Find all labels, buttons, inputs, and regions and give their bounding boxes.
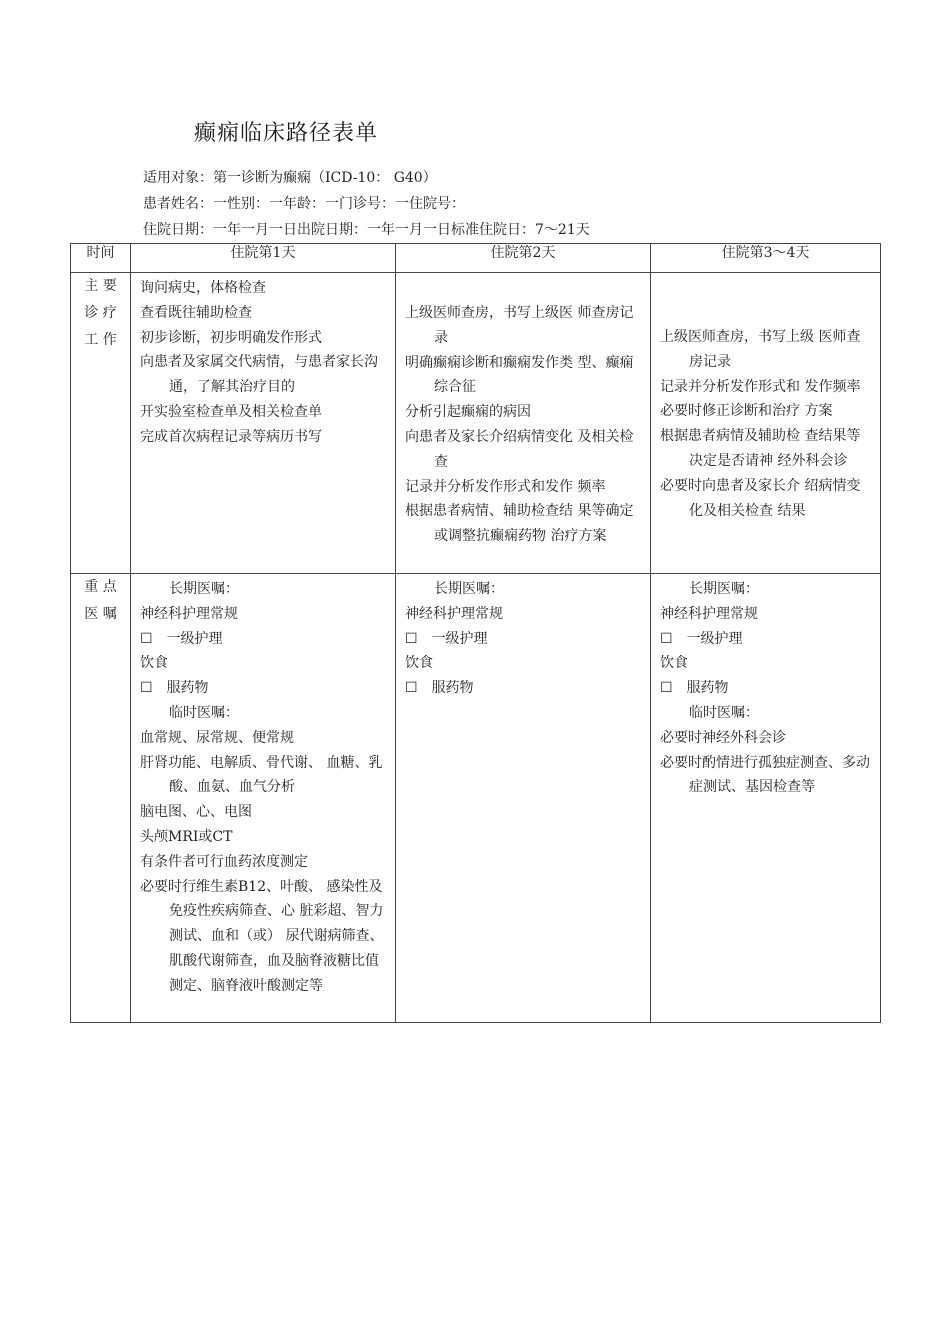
checkbox-item xyxy=(140,676,389,701)
row-label-part: 重 点 xyxy=(84,579,117,595)
list-item: 初步诊断，初步明确发作形式 xyxy=(140,329,322,346)
applicable-object-line: 适用对象：第一诊断为癫痫（ICD-10： G40） xyxy=(143,170,437,186)
list-item: 完成首次病程记录等病历书写 xyxy=(140,428,322,445)
list-item: 必要时向患者及家长介 绍病情变化及相关检查 结果 xyxy=(660,477,861,519)
checkbox-label: 服药物 xyxy=(431,680,474,697)
row-label-main-work xyxy=(71,273,131,574)
table-header-row xyxy=(71,244,881,273)
list-item: 必要时行维生素B12、叶酸、 感染性及免疫性疾病筛查、心 脏彩超、智力测试、血和（或） 尿代谢病筛查、肌酸代谢筛查，血及脑脊液糖比值测定、脑脊液叶酸测定等 xyxy=(140,878,384,994)
cell-day1-work xyxy=(131,273,396,574)
header-day-3-4: 住院第3〜4天 xyxy=(651,244,881,273)
list-item: 根据患者病情及辅助检 查结果等决定是否请神 经外科会诊 xyxy=(660,428,861,469)
list-item: 头颅MRI或CT xyxy=(140,828,233,845)
form-title: 癫痫临床路径表单 xyxy=(194,121,379,146)
row-label-part: 工 作 xyxy=(84,332,117,348)
header-day-1: 住院第1天 xyxy=(131,244,396,273)
checkbox-label: 一级护理 xyxy=(686,630,743,647)
row-label-part: 诊 疗 xyxy=(84,305,117,321)
list-item: 有条件者可行血药浓度测定 xyxy=(140,853,308,870)
checkbox-icon[interactable]: ☐ xyxy=(140,630,153,647)
list-item: 脑电图、心、电图 xyxy=(140,804,252,821)
row-label-part: 主 要 xyxy=(84,278,117,294)
list-item: 饮食 xyxy=(140,655,168,672)
checkbox-icon[interactable]: ☐ xyxy=(405,680,418,697)
checkbox-icon[interactable]: ☐ xyxy=(660,630,673,647)
list-item: 上级医师查房，书写上级医 师查房记录 xyxy=(405,305,634,346)
list-item: 肝肾功能、电解质、骨代谢、 血糖、乳酸、血氨、血气分析 xyxy=(140,754,383,796)
list-item: 必要时神经外科会诊 xyxy=(660,729,786,746)
list-item: 根据患者病情、辅助检查结 果等确定或调整抗癫痫药物 治疗方案 xyxy=(405,503,634,545)
cell-day3-4-work xyxy=(651,273,881,574)
list-item: 向患者及家属交代病情，与患者家长沟通，了解其治疗目的 xyxy=(140,354,378,396)
clinical-pathway-table xyxy=(70,243,881,1023)
long-term-orders-label: 长期医嘱： xyxy=(169,581,239,597)
checkbox-item xyxy=(660,676,874,701)
row-label-part: 医 嘱 xyxy=(84,606,117,622)
checkbox-icon[interactable]: ☐ xyxy=(140,680,153,697)
checkbox-icon[interactable]: ☐ xyxy=(405,630,418,647)
list-item: 神经科护理常规 xyxy=(405,605,503,622)
checkbox-label: 一级护理 xyxy=(431,630,488,647)
list-item: 饮食 xyxy=(405,655,433,672)
admission-dates-line: 住院日期：一年一月一日出院日期：一年一月一日标准住院日：7〜21天 xyxy=(143,222,590,238)
checkbox-label: 服药物 xyxy=(686,680,729,697)
list-item: 询问病史，体格检查 xyxy=(140,280,266,296)
cell-day2-work xyxy=(396,273,651,574)
list-item: 血常规、尿常规、便常规 xyxy=(140,729,294,746)
checkbox-item xyxy=(660,627,874,652)
list-item: 查看既往辅助检查 xyxy=(140,304,252,321)
list-item: 神经科护理常规 xyxy=(660,605,758,622)
list-item: 向患者及家长介绍病情变化 及相关检查 xyxy=(405,428,634,470)
list-item: 开实验室检查单及相关检查单 xyxy=(140,403,322,420)
long-term-orders-label: 长期医嘱： xyxy=(689,581,759,597)
list-item: 明确癫痫诊断和癫痫发作类 型、癫痫综合征 xyxy=(405,354,634,396)
list-item: 饮食 xyxy=(660,655,688,672)
temporary-orders-label: 临时医嘱： xyxy=(169,704,239,721)
list-item: 神经科护理常规 xyxy=(140,605,238,622)
list-item: 必要时修正诊断和治疗 方案 xyxy=(660,403,833,420)
cell-day2-orders xyxy=(396,574,651,1023)
cell-day1-orders xyxy=(131,574,396,1023)
cell-day3-4-orders xyxy=(651,574,881,1023)
row-label-key-orders xyxy=(71,574,131,1023)
checkbox-item xyxy=(140,627,389,652)
list-item: 上级医师查房，书写上级 医师查房记录 xyxy=(660,329,861,370)
patient-info-line: 患者姓名：一性别：一年龄：一门诊号：一住院号： xyxy=(143,196,465,212)
checkbox-item xyxy=(405,676,644,701)
temporary-orders-label: 临时医嘱： xyxy=(689,704,759,721)
list-item: 记录并分析发作形式和发作 频率 xyxy=(405,478,606,495)
table-row-key-orders xyxy=(71,574,881,1023)
checkbox-label: 服药物 xyxy=(166,680,209,697)
list-item: 必要时酌情进行孤独症测查、多动症测试、基因检查等 xyxy=(660,754,870,796)
checkbox-item xyxy=(405,627,644,652)
list-item: 记录并分析发作形式和 发作频率 xyxy=(660,378,861,395)
table-row-main-work xyxy=(71,273,881,574)
checkbox-icon[interactable]: ☐ xyxy=(660,680,673,697)
list-item: 分析引起癫痫的病因 xyxy=(405,404,531,421)
header-day-2: 住院第2天 xyxy=(396,244,651,273)
checkbox-label: 一级护理 xyxy=(166,630,223,647)
header-time: 时间 xyxy=(71,244,131,273)
long-term-orders-label: 长期医嘱： xyxy=(434,581,504,597)
